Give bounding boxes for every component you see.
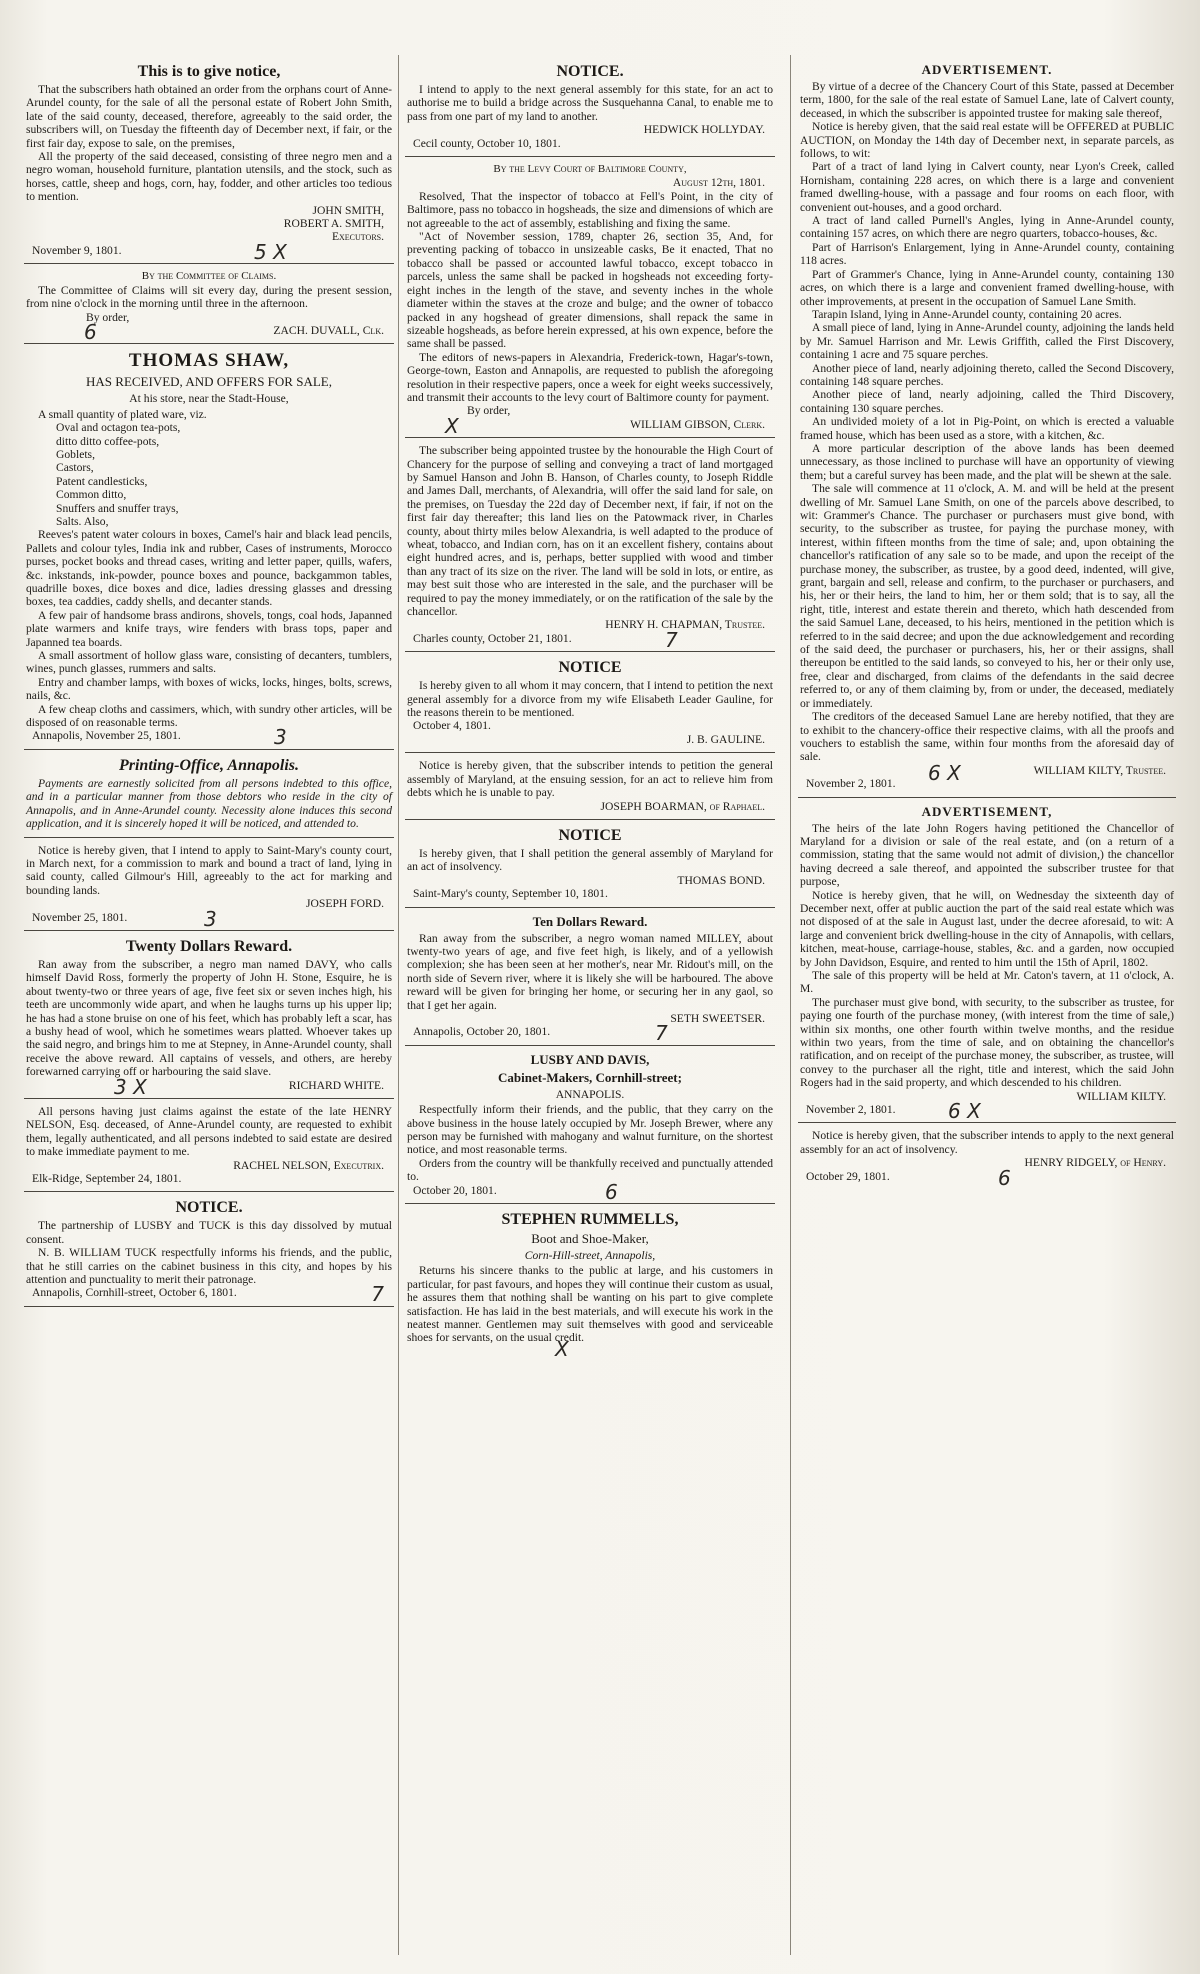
handwritten-mark: 3 X [114, 1074, 147, 1099]
advert-date: October 20, 1801. [413, 1183, 497, 1197]
handwritten-mark: 3 [274, 725, 287, 750]
advert-location: Corn-Hill-street, Annapolis, [524, 1249, 656, 1263]
list-item: Salts. Also, [56, 514, 109, 528]
reward-heading: Ten Dollars Reward. [532, 913, 648, 929]
advert-text: A more particular description of the above lands has been deemed unnecessary, as those inclined to purchase will have an opportunity of viewing them; but a careful survey has been made, and the plat will be shewn at the sale. [800, 441, 1174, 482]
notice-text: All persons having just claims against the estate of the late HENRY NELSON, Esq. deceased, of Anne-Arundel county, are requested to exhibit them, legally authenticated, and all persons indebted to said estate are desired to make immediate payment to me. [26, 1105, 392, 1159]
advert-text: Another piece of land, nearly adjoining, called the Third Discovery, containing 130 square perches. [800, 388, 1174, 415]
notice-joseph-ford [24, 840, 394, 931]
signature: JOSEPH FORD. [306, 897, 384, 911]
list-item: Common ditto, [56, 488, 127, 502]
reward-seth-sweetser [405, 910, 775, 1046]
advert-date: November 2, 1801. [806, 1103, 896, 1117]
notice-text: All the property of the said deceased, consisting of three negro men and a negro woman, household furniture, plantation utensils, and the stock, such as horses, cattle, sheep and hogs, corn, hay, fodder, and other articles too tedious to mention. [26, 150, 392, 204]
signature: WILLIAM KILTY. [1076, 1089, 1166, 1103]
notice-henry-nelson-estate [24, 1101, 394, 1192]
advert-text: A tract of land called Purnell's Angles, lying in Anne-Arundel county, containing 157 acres, on which there are negro quarters, tobacco-houses, &c. [800, 214, 1174, 241]
advert-text: Part of a tract of land lying in Calvert county, near Lyon's Creek, called Hornisham, containing 228 acres, on which there is a large and convenient framed dwelling-house, with a passage and four rooms on each floor, with convenient out-houses, and a good orchard. [800, 160, 1174, 214]
advert-text: Entry and chamber lamps, with boxes of wicks, locks, hinges, bolts, screws, nails, &c. [26, 675, 392, 703]
advert-text: The sale of this property will be held at Mr. Caton's tavern, at 11 o'clock, A. M. [800, 969, 1174, 996]
signature: J. B. GAULINE. [686, 732, 765, 746]
signature: RACHEL NELSON, Executrix. [233, 1158, 384, 1172]
advert-stephen-rummells [405, 1206, 775, 1362]
signature: ZACH. DUVALL, Clk. [273, 323, 384, 337]
notice-order: By order, [86, 310, 130, 324]
advert-heading: ADVERTISEMENT, [921, 803, 1053, 819]
notice-date: November 25, 1801. [32, 910, 128, 924]
advert-text: Part of Grammer's Chance, lying in Anne-Arundel county, containing 130 acres, on which there is a large and convenient framed dwelling-house, with other improvements, at present in the occupation of Samuel Lane Smith. [800, 267, 1174, 308]
notice-date: Charles county, October 21, 1801. [413, 631, 572, 645]
handwritten-mark: X [445, 413, 459, 438]
item-list [26, 421, 392, 528]
advert-date: Annapolis, November 25, 1801. [32, 729, 181, 743]
signature: WILLIAM GIBSON, Clerk. [630, 417, 765, 431]
notice-date: Elk-Ridge, September 24, 1801. [32, 1172, 182, 1186]
notice-gauline-divorce [405, 654, 775, 753]
notice-date: October 29, 1801. [806, 1169, 890, 1183]
notice-smith-estate [24, 58, 394, 264]
notice-bond-insolvency [405, 822, 775, 908]
list-item: Patent candlesticks, [56, 474, 148, 488]
handwritten-mark: 6 X [948, 1099, 981, 1124]
advert-text: The creditors of the deceased Samuel Lane are hereby notified, that they are to exhibit to the chancery-office their respective claims, with all the proofs and vouchers to establish the same, within four months from the aforesaid day of sale. [800, 710, 1174, 764]
notice-text: Resolved, That the inspector of tobacco at Fell's Point, in the city of Baltimore, pass no tobacco in hogsheads, the size and dimensions of which are not agreeable to the act of assembly, establishing and fixing the same. [407, 189, 773, 230]
notice-order: By order, [467, 404, 511, 418]
handwritten-mark: 7 [655, 1021, 668, 1046]
signature: JOHN SMITH, [312, 203, 384, 217]
signature: ROBERT A. SMITH, [283, 217, 384, 231]
notice-chapman-trustee [405, 440, 775, 652]
column-2 [405, 58, 775, 1958]
advert-text: A few pair of handsome brass andirons, shovels, tongs, coal hods, Japanned plate warmers and knife trays, wire fenders with brass tops, paper and Japanned tea boards. [26, 608, 392, 649]
advert-text: The heirs of the late John Rogers having petitioned the Chancellor of Maryland for a division or sale of the real estate, and (on a return of a commission, stating that the same would not admit of division,) the chancellor having decreed a sale thereof, and appointed the subscriber trustee for that purpose, [800, 821, 1174, 889]
notice-heading: This is to give notice, [137, 63, 281, 80]
notice-text: Is hereby given, that I shall petition the general assembly of Maryland for an act of insolvency. [407, 846, 773, 874]
notice-heading: NOTICE. [556, 63, 624, 80]
notice-byline: By the Committee of Claims. [141, 270, 277, 283]
advert-heading: LUSBY AND DAVIS, [530, 1051, 650, 1067]
notice-text: Payments are earnestly solicited from all persons indebted to this office, and in a particular manner from those debtors who reside in the city of Annapolis, and in Anne-Arundel county. Necessity alone induces this second application, and it is sincerely hoped it will be noticed, and attended to. [26, 776, 392, 831]
handwritten-mark: 6 X [928, 761, 961, 786]
notice-date: November 9, 1801. [32, 243, 122, 257]
notice-text: The Committee of Claims will sit every day, during the present session, from nine o'clock in the morning until three in the afternoon. [26, 283, 392, 311]
notice-text: I intend to apply to the next general assembly for this state, for an act to authorise me to build a bridge across the Susquehanna Canal, to enable me to pass from one part of my land to another. [407, 83, 773, 123]
notice-heading: NOTICE [558, 826, 622, 844]
signature-title: Executors. [331, 230, 384, 244]
handwritten-mark: X [555, 1337, 569, 1362]
advert-text: Reeves's patent water colours in boxes, Camel's hair and black lead pencils, Pallets and colour tyles, India ink and rubber, Cases of instruments, Morocco purses, pocket books and thread cases, writing and letter paper, quills, wafers, &c. inkstands, ink-powder, pounce boxes and pounce, backgammon tables, quadrille boxes, dice boxes and dice, ladies dressing glasses and dressing boxes, tea caddies, caddy shells, and decanter stands. [26, 528, 392, 609]
advert-text: The purchaser must give bond, with security, to the subscriber as trustee, for paying one fourth of the purchase money, (with interest from the time of sale,) within six months, one other fourth within twelve months, and the residue within two years, from the time of sale, and on obtaining the chancellor's ratification, and on receipt of the purchase money, the subscriber, as trustee, will convey to the purchaser all the right, title and interest, which the said John Rogers had in the said property, and which descended to his children. [800, 995, 1174, 1090]
reward-text: Ran away from the subscriber, a negro woman named MILLEY, about twenty-two years of age, and five feet high, is likely, and of a yellowish complexion; she has been seen at her mother's, near Mr. Ridout's mill, on the north side of Severn river, where it is likely she will be harboured. The above reward will be given for bringing her home, or securing her in any gaol, so that I get her again. [407, 931, 773, 1012]
list-item: Goblets, [56, 447, 95, 461]
advert-lane-estate-sale [798, 58, 1176, 798]
notice-text: That the subscribers hath obtained an order from the orphans court of Anne-Arundel county, for the sale of all the personal estate of Robert John Smith, late of the said county, deceased, therefore, agreeably to the said order, the subscribers will, on Tuesday the fifteenth day of December next, if fair, or the first fair day, expose to sale, on the premises, [26, 83, 392, 150]
handwritten-mark: 3 [204, 906, 217, 931]
notice-text: Notice is hereby given, that I intend to apply to Saint-Mary's county court, in March next, for a commission to mark and bound a tract of land, lying in said county, called Gilmour's Hill, agreeably to the act for marking and bounding lands. [26, 843, 392, 897]
advert-lusby-davis [405, 1048, 775, 1204]
column-3 [798, 58, 1176, 1958]
list-item: ditto ditto coffee-pots, [56, 434, 160, 448]
handwritten-mark: 7 [665, 627, 678, 652]
advert-location: ANNAPOLIS. [555, 1087, 625, 1101]
notice-date: October 4, 1801. [413, 719, 491, 733]
advert-heading: THOMAS SHAW, [128, 350, 290, 372]
list-item: Snuffers and snuffer trays, [56, 501, 179, 515]
advert-text: By virtue of a decree of the Chancery Court of this State, passed at December term, 1800, for the sale of the real estate of Samuel Lane, late of Calvert county, deceased, in which the subscriber is appointed trustee for making sale thereof, [800, 80, 1174, 120]
handwritten-mark: 5 X [254, 239, 287, 264]
advert-text: A small assortment of hollow glass ware, consisting of decanters, tumblers, wines, punch glasses, rummers and salts. [26, 649, 392, 676]
notice-heading: Printing-Office, Annapolis. [118, 756, 300, 774]
advert-text: A few cheap cloths and cassimers, which, with sundry other articles, will be disposed of on reasonable terms. [26, 702, 392, 730]
notice-date: Annapolis, Cornhill-street, October 6, 1801. [32, 1286, 237, 1300]
advert-subheading: HAS RECEIVED, AND OFFERS FOR SALE, [86, 374, 332, 390]
notice-text: The subscriber being appointed trustee by the honourable the High Court of Chancery for the purpose of selling and conveying a tract of land mortgaged by Samuel Hanson and John B. Hanson, of Charles county, to Joseph Riddle and James Dall, merchants, of Alexandria, will offer the said land for sale, on the premises, on Tuesday the 22d day of December next, if fair, if not on the first fair day thereafter; this land lies on the Patowmack river, in Charles county, about thirty miles below Alexandria, is well adapted to the produce of wheat, tobacco, and Indian corn, has on it an excellent fishery, contains about eight hundred acres, and is, perhaps, better supplied with wood and timber than any tract of its size on the river. The land will be sold in lots, or entire, as may best suit those who are interested in the sale, and the purchaser will be required to pay the money immediately, or on the ratification of the sale by the chancellor. [407, 444, 773, 619]
advert-text: The sale will commence at 11 o'clock, A. M. and will be held at the present dwelling of Mr. Samuel Lane Smith, on one of the parcels above described, to wit: Grammer's Chance. The purchaser or purchasers must give bond, with security, to the subscriber as trustee, for paying the purchase money, with interest, within fifteen months from the time of sale; and, upon obtaining the chancellor's ratification of any sale so to be made, and upon the receipt of the purchase money, the subscriber, as trustee, by a good deed, indented, will give, grant, bargain and sell, release and confirm, to the purchaser or purchasers, and his, her or their heirs, the land to him, her or them sold; that is to say, all the right, title, interest and estate therein and thereto, which hath descended from the said Samuel Lane, deceased, to his heirs, mentioned in the petition which is referred to in the said decree; and upon the due acknowledgement and recording of the said deed, the purchaser or purchasers, his, her or their assigns, shall thereupon be entitled to the said lands, so conveyed to his, her or their only use, free, clear and discharged, from claims of the defendants in the said decree referred to, or any of them claiming by, from or under, the deceased, mediately or immediately. [800, 482, 1174, 710]
advert-text: Respectfully inform their friends, and the public, that they carry on the above business in the house lately occupied by Mr. Joseph Brewer, where any person may be furnished with mahogany and walnut furniture, on the shortest notice, and most reasonable terms. [407, 1103, 773, 1157]
notice-text: The editors of news-papers in Alexandria, Frederick-town, Hagar's-town, George-town, Easton and Annapolis, are requested to publish the aforegoing resolution in their respective papers, once a week for eight weeks successively, and transmit their accounts to the levy court of Baltimore county for payment. [407, 350, 773, 404]
notice-date: Saint-Mary's county, September 10, 1801. [413, 887, 608, 901]
reward-richard-white [24, 933, 394, 1099]
notice-lusby-tuck [24, 1194, 394, 1306]
notice-committee-of-claims [24, 266, 394, 344]
column-rule [398, 55, 399, 1955]
notice-text: The partnership of LUSBY and TUCK is this day dissolved by mutual consent. [26, 1219, 392, 1246]
handwritten-mark: 7 [371, 1282, 384, 1307]
notice-date: Annapolis, October 20, 1801. [413, 1025, 551, 1039]
signature: HEDWICK HOLLYDAY. [643, 123, 765, 137]
list-item: Castors, [56, 461, 94, 475]
signature: HENRY RIDGELY, of Henry. [1024, 1156, 1166, 1170]
notice-text: Is hereby given to all whom it may concern, that I intend to petition the next general assembly for a divorce from my wife Elisabeth Leader Gauline, for the reasons therein to be mentioned. [407, 679, 773, 720]
reward-text: Ran away from the subscriber, a negro man named DAVY, who calls himself David Ross, formerly the property of John H. Stone, Esquire, he is about twenty-two or three years of age, five feet six or seven inches high, his teeth are uncommonly wide apart, and when he laughs turns up his upper lip; he has had a stone bruise on one of his feet, which has probably left a scar, has a bushy head of wool, which he sometimes wears platted. Whoever takes up the said negro, and brings him to me at Stepney, in Anne-Arundel county, shall receive the above reward. All captains of vessels, and others, are hereby forewarned carrying off or harbouring the said slave. [26, 957, 392, 1079]
list-item: Oval and octagon tea-pots, [56, 421, 181, 435]
advert-rogers-estate-sale [798, 800, 1176, 1124]
notice-heading: NOTICE [558, 659, 622, 677]
notice-date: August 12th, 1801. [672, 176, 765, 190]
notice-ridgely-insolvency [798, 1125, 1176, 1189]
notice-date: Cecil county, October 10, 1801. [413, 136, 561, 150]
notice-levy-court-baltimore [405, 159, 775, 438]
signature: THOMAS BOND. [677, 873, 765, 887]
notice-byline: By the Levy Court of Baltimore County, [493, 163, 687, 176]
advert-location: At his store, near the Stadt-House, [129, 392, 289, 406]
advert-text: An undivided moiety of a lot in Pig-Point, on which is erected a valuable framed house, which has been used as a store, with a kitchen, &c. [800, 415, 1174, 442]
column-1 [24, 58, 394, 1958]
reward-heading: Twenty Dollars Reward. [125, 937, 293, 955]
signature: JOSEPH BOARMAN, of Raphael. [600, 799, 765, 813]
advert-text: A small piece of land, lying in Anne-Arundel county, adjoining the lands held by Mr. Samuel Harrison and Mr. Lewis Griffith, called the First Discovery, containing 1 acre and 75 square perches. [800, 321, 1174, 362]
advert-text: Another piece of land, nearly adjoining thereto, called the Second Discovery, containing 148 square perches. [800, 361, 1174, 388]
notice-boarman-insolvency [405, 755, 775, 820]
advert-subheading: Boot and Shoe-Maker, [531, 1231, 649, 1247]
advert-text: Notice is hereby given, that the said real estate will be OFFERED at PUBLIC AUCTION, on Monday the 14th day of December next, in separate parcels, as follows, to wit: [800, 120, 1174, 161]
advert-text: Returns his sincere thanks to the public at large, and his customers in particular, for past favours, and hopes they will continue their custom as usual, he assures them that nothing shall be wanting on his part to give complete satisfaction. He has laid in the best materials, and will execute his work in the neatest manner. Gentlemen may suit themselves with good and serviceable shoes for servants, on the usual credit. [407, 1264, 773, 1345]
advert-heading: ADVERTISEMENT. [921, 62, 1053, 77]
handwritten-mark: 6 [84, 319, 97, 344]
signature: SETH SWEETSER. [670, 1011, 765, 1025]
handwritten-mark: 6 [605, 1179, 618, 1204]
advert-text: Part of Harrison's Enlargement, lying in Anne-Arundel county, containing 118 acres. [800, 240, 1174, 268]
notice-text: N. B. WILLIAM TUCK respectfully informs his friends, and the public, that he still carries on the cabinet business in this city, and hopes by his attention and punctuality to merit their patronage. [26, 1246, 392, 1287]
notice-text: "Act of November session, 1789, chapter 26, section 35, And, for preventing packing of tobacco in unsizeable casks, Be it enacted, That no tobacco shall be passed or accounted lawful tobacco, except tobacco in parcels, unless the same shall be packed in hogsheads not exceeding forty-eight inches in the length of the stave, and seventy inches in the whole diameter within the staves at the croze and bulge; and the owner of tobacco packed in any hogshead of greater dimensions, shall repack the same in sizeable hogsheads, as before herein expressed, at his own expence, before the same shall be passed. [407, 230, 773, 351]
advert-thomas-shaw [24, 346, 394, 750]
advert-date: November 2, 1801. [806, 777, 896, 791]
signature: HENRY H. CHAPMAN, Trustee. [605, 618, 765, 632]
notice-printing-office [24, 752, 394, 838]
advert-subheading: Cabinet-Makers, Cornhill-street; [498, 1069, 682, 1085]
column-rule [790, 55, 791, 1955]
advert-text: Tarapin Island, lying in Anne-Arundel county, containing 20 acres. [812, 307, 1122, 321]
handwritten-mark: 6 [998, 1165, 1011, 1190]
signature: WILLIAM KILTY, Trustee. [1033, 763, 1166, 777]
notice-text: Notice is hereby given, that the subscriber intends to petition the general assembly of Maryland, at the ensuing session, for an act to relieve him from debts which he is unable to pay. [407, 759, 773, 800]
advert-text: Orders from the country will be thankfully received and punctually attended to. [407, 1156, 773, 1184]
notice-text: Notice is hereby given, that the subscriber intends to apply to the next general assembly for an act of insolvency. [800, 1129, 1174, 1156]
notice-hollyday-bridge [405, 58, 775, 157]
advert-text: Notice is hereby given, that he will, on Wednesday the sixteenth day of December next, offer at public auction the part of the said real estate which was not disposed of at the sale in August last, under the decree aforesaid, to wit: A large and convenient brick dwelling-house in the city of Annapolis, with cellars, kitchen, meat-house, carriage-house, stables, &c. and a garden, now occupied by John Davidson, Esquire, and rented to him until the 15th of April, 1802. [800, 888, 1174, 969]
advert-intro: A small quantity of plated ware, viz. [38, 407, 207, 421]
notice-heading: NOTICE. [175, 1199, 243, 1217]
signature: RICHARD WHITE. [288, 1078, 384, 1092]
advert-heading: STEPHEN RUMMELLS, [501, 1211, 679, 1229]
